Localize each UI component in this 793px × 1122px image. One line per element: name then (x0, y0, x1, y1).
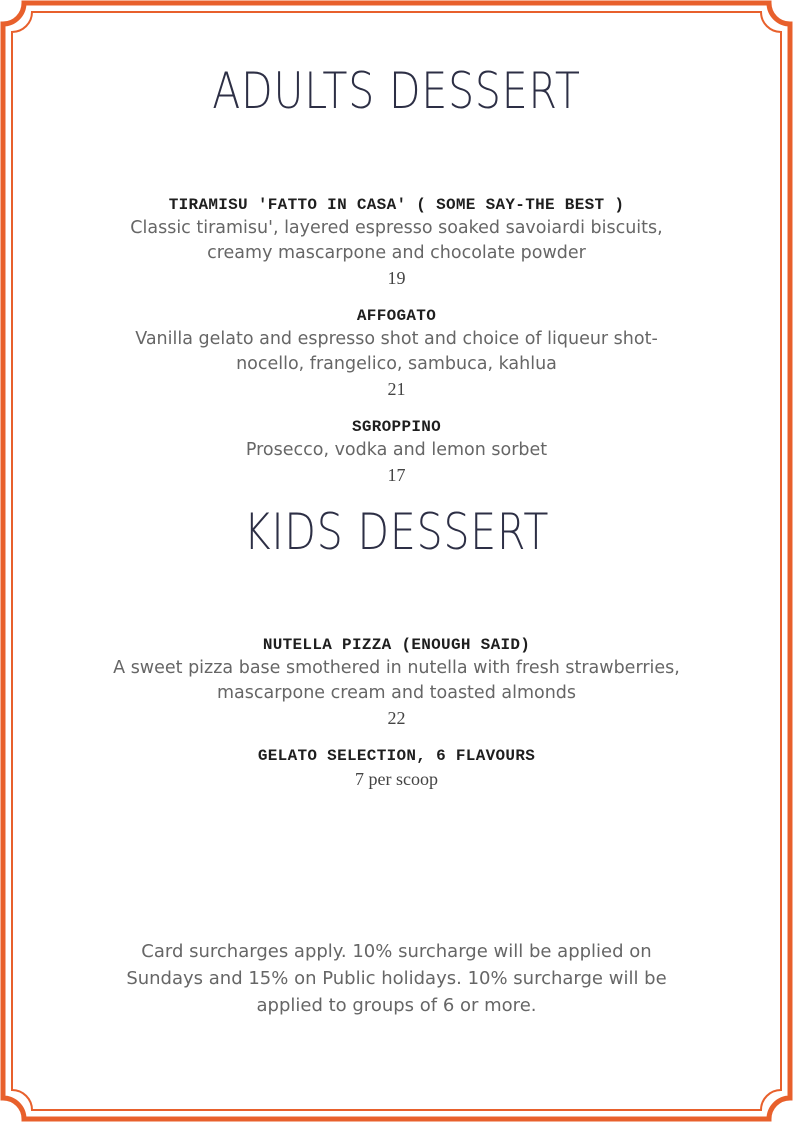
item-description-line: creamy mascarpone and chocolate powder (207, 243, 586, 263)
item-price: 22 (387, 708, 406, 728)
item-description-line: nocello, frangelico, sambuca, kahlua (236, 354, 557, 374)
menu-item-sgroppino (0, 416, 793, 488)
item-description-line: Classic tiramisu', layered espresso soaked savoiardi biscuits, (130, 218, 663, 238)
item-name: SGROPPINO (351, 418, 442, 436)
item-name: GELATO SELECTION, 6 FLAVOURS (257, 747, 536, 765)
item-name: AFFOGATO (356, 307, 437, 325)
item-description-line: mascarpone cream and toasted almonds (216, 683, 577, 703)
kids-dessert-title: KIDS DESSERT (243, 503, 550, 561)
menu-item-nutella-pizza (0, 634, 793, 731)
item-name: TIRAMISU 'FATTO IN CASA' ( SOME SAY-THE BEST ) (168, 196, 625, 214)
menu-item-affogato (0, 305, 793, 402)
surcharge-note-line: applied to groups of 6 or more. (256, 995, 537, 1016)
item-price: 17 (387, 465, 406, 485)
surcharge-note-line: Sundays and 15% on Public holidays. 10% surcharge will be (126, 968, 667, 989)
item-price: 19 (387, 268, 406, 288)
item-price: 21 (387, 379, 406, 399)
surcharge-note (80, 938, 713, 1019)
item-name: NUTELLA PIZZA (ENOUGH SAID) (262, 636, 531, 654)
menu-item-gelato-selection (0, 745, 793, 792)
surcharge-note-line: Card surcharges apply. 10% surcharge will be applied on (141, 941, 652, 962)
item-description-line: Prosecco, vodka and lemon sorbet (245, 440, 548, 460)
item-price: 7 per scoop (355, 769, 438, 789)
item-description-line: Vanilla gelato and espresso shot and choice of liqueur shot- (135, 329, 658, 349)
menu-item-tiramisu (0, 194, 793, 291)
item-description-line: A sweet pizza base smothered in nutella with fresh strawberries, (113, 658, 680, 678)
adults-dessert-title: ADULTS DESSERT (212, 62, 581, 120)
